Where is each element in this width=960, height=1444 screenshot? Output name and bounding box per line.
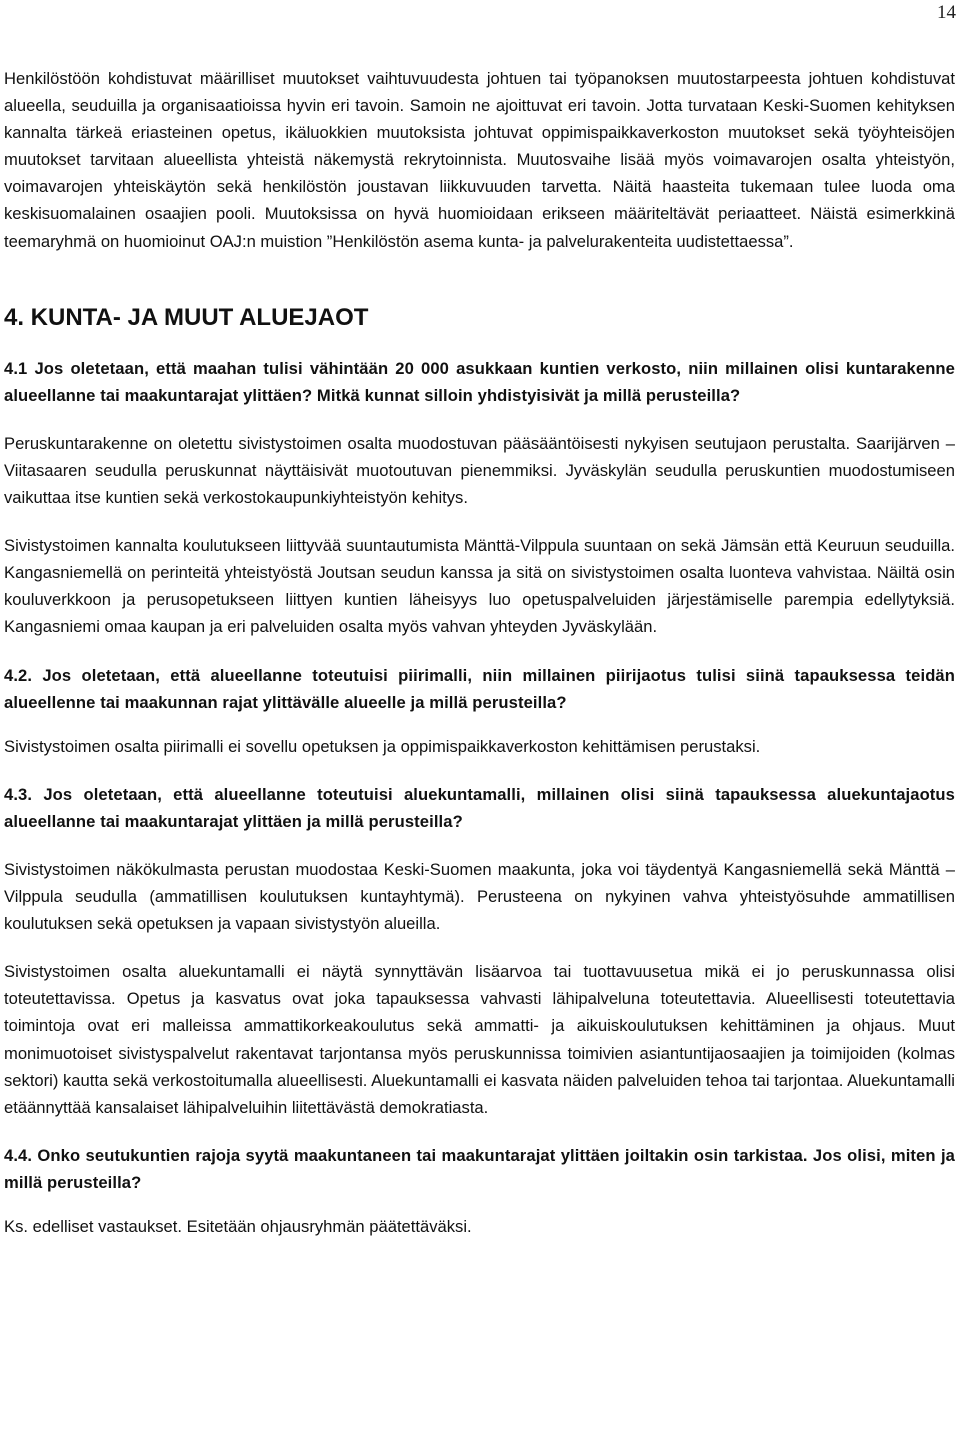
answer-4-1-paragraph-2: Sivistystoimen kannalta koulutukseen liittyvää suuntautumista Mänttä-Vilppula suuntaan on sekä Jämsän että Keuruun seuduilla. Kangasniemellä on perinteitä yhteistyöstä Joutsan seudun kanssa ja sitä on sivistystoimen osalta luonteva vahvistaa. Näiltä osin kouluverkkoon ja perusopetukseen liittyen kuntien läheisyys luo opetuspalveluiden järjestämiselle parempia edellytyksiä. Kangasniemi omaa kaupan ja eri palveluiden osalta myös vahvan yhteyden Jyväskylään. xyxy=(4,536,955,637)
question-4-2: 4.2. Jos oletetaan, että alueellanne toteutuisi piirimalli, niin millainen piirijaotus tulisi siinä tapauksessa teidän alueellenne tai maakunnan rajat ylittävälle alueelle ja millä perusteilla? xyxy=(4,665,955,712)
answer-4-3-paragraph-1: Sivistystoimen näkökulmasta perustan muodostaa Keski-Suomen maakunta, joka voi täydentyä Kangasniemellä sekä Mänttä – Vilppula seudulla (ammatillisen koulutuksen kuntayhtymä). Perusteena on nykyinen vahva yhteistyösuhde ammatillisen koulutuksen sekä opetuksen ja vapaan sivistystyön alueilla. xyxy=(4,859,955,934)
answer-4-2-paragraph-1: Sivistystoimen osalta piirimalli ei sovellu opetuksen ja oppimispaikkaverkoston kehittämisen perustaksi. xyxy=(4,736,761,756)
question-4-3: 4.3. Jos oletetaan, että alueellanne toteutuisi aluekuntamalli, millainen olisi siinä tapauksessa aluekuntajaotus alueellanne tai maakuntarajat ylittäen ja millä perusteilla? xyxy=(4,784,955,831)
intro-paragraph: Henkilöstöön kohdistuvat määrilliset muutokset vaihtuvuudesta johtuen tai työpanoksen muutostarpeesta johtuen kohdistuvat alueella, seuduilla ja organisaatioissa hyvin eri tavoin. Samoin ne ajoittuvat eri tavoin. Jotta turvataan Keski-Suomen kehityksen kannalta tärkeä eriasteinen opetus, ikäluokkien muutoksista johtuvat oppimispaikkaverkoston muutokset sekä työyhteisöjen muutokset tarvitaan alueellista yhteistä näkemystä rekrytoinnista. Muutosvaihe lisää myös voimavarojen osalta yhteistyön, voimavarojen yhteiskäytön sekä henkilöstön joustavan liikkuvuuden tarvetta. Näitä haasteita tukemaan tulee luoda oma keskisuomalainen osaajien pooli. Muutoksissa on hyvä huomioidaan erikseen määriteltävät periaatteet. Näistä esimerkkinä teemaryhmä on huomioinut OAJ:n muistion ”Henkilöstön asema kunta- ja palvelurakenteita uudistettaessa”. xyxy=(4,69,955,251)
section-heading: 4. KUNTA- JA MUUT ALUEJAOT xyxy=(4,303,369,331)
question-4-4: 4.4. Onko seutukuntien rajoja syytä maakuntaneen tai maakuntarajat ylittäen joiltakin osin tarkistaa. Jos olisi, miten ja millä perusteilla? xyxy=(4,1145,955,1192)
answer-4-3-paragraph-2: Sivistystoimen osalta aluekuntamalli ei näytä synnyttävän lisäarvoa tai tuottavuusetua mikä ei jo peruskunnassa olisi toteutettavissa. Opetus ja kasvatus ovat joka tapauksessa vahvasti lähipalveluna toteutettavia. Alueellisesti toteutettavia toimintoja ovat eri malleissa ammattikorkeakoulutus sekä ammatti- ja aikuiskoulutuksen kehittäminen ja ohjaus. Muut monimuotoiset sivistyspalvelut rakentavat tarjontansa myös peruskunnissa toimivien asiantuntijaosaajien ja toimijoiden (kolmas sektori) kautta sekä verkostoitumalla alueellisesti. Aluekuntamalli ei kasvata näiden palveluiden tehoa tai tarjontaa. Aluekuntamalli etäännyttää kansalaiset lähipalveluihin liitettävästä demokratiasta. xyxy=(4,962,955,1117)
document-body xyxy=(4,65,955,1240)
answer-4-4-paragraph-1: Ks. edelliset vastaukset. Esitetään ohjausryhmän päätettäväksi. xyxy=(4,1217,472,1236)
question-4-1: 4.1 Jos oletetaan, että maahan tulisi vähintään 20 000 asukkaan kuntien verkosto, niin millainen olisi kuntarakenne alueellanne tai maakuntarajat ylittäen? Mitkä kunnat silloin yhdistyisivät ja millä perusteilla? xyxy=(4,358,955,405)
answer-4-1-paragraph-1: Peruskuntarakenne on oletettu sivistystoimen osalta muodostuvan pääsääntöisesti nykyisen seutujaon perustalta. Saarijärven – Viitasaaren seudulla peruskunnat näyttäisivät muotoutuvan pienemmiksi. Jyväskylän seudulla peruskuntien muodostumiseen vaikuttaa itse kuntien sekä verkostokaupunkiyhteistyön kehitys. xyxy=(4,433,955,508)
page-number: 14 xyxy=(937,2,956,23)
